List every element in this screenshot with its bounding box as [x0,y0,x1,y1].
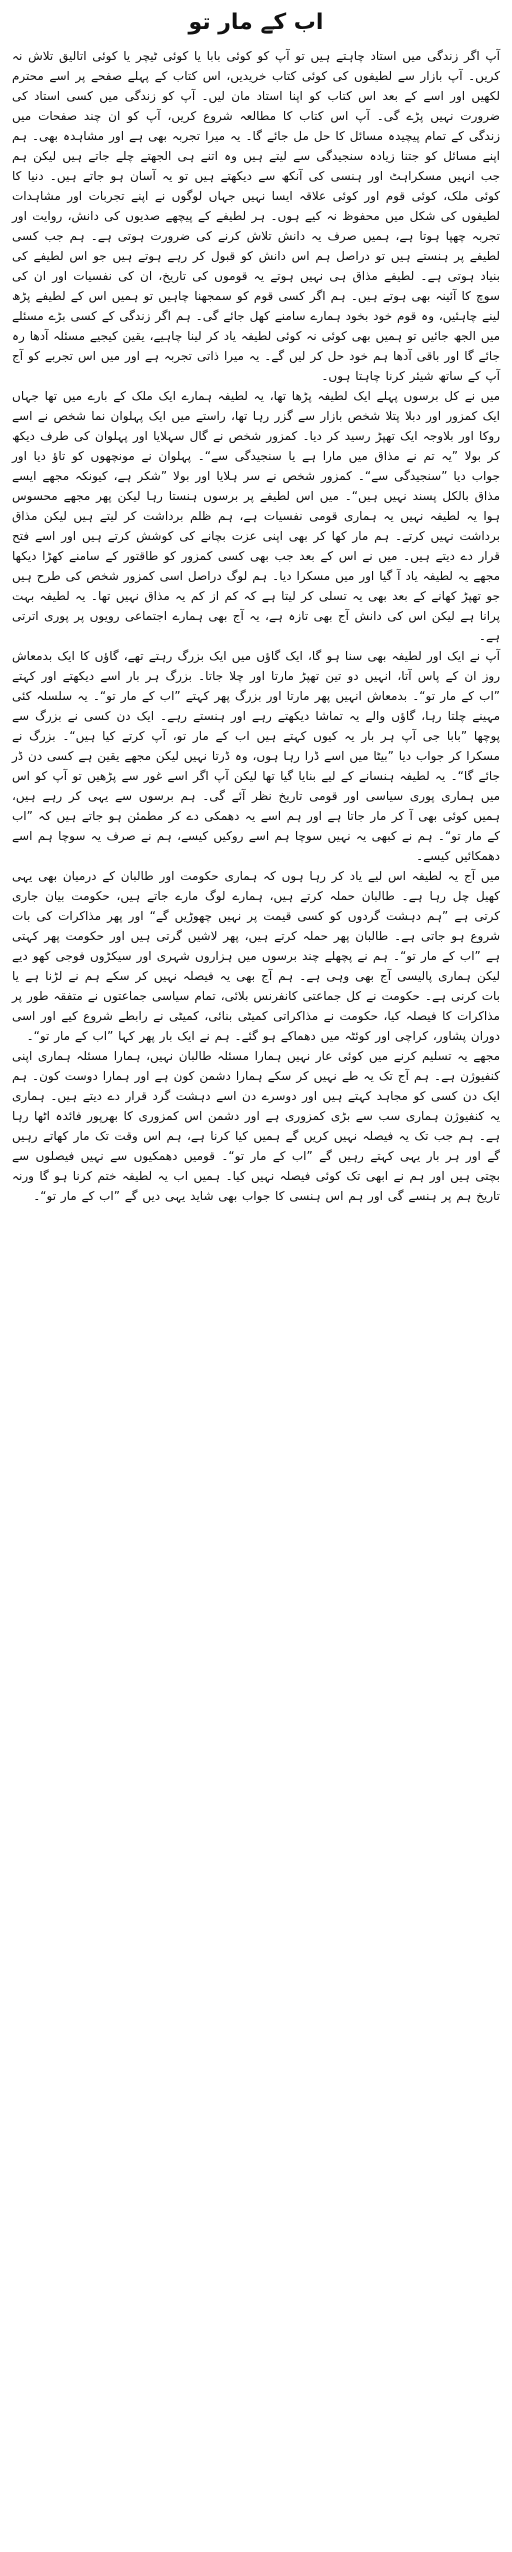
article-paragraph: میں نے کل برسوں پہلے ایک لطیفہ پڑھا تھا، یہ لطیفہ ہمارے ایک ملک کے بارے میں تھا جہاں ایک کمزور اور دبلا پتلا شخص بازار سے گزر رہا تھا، راستے میں ایک پہلوان نما شخص نے اسے روکا اور بلاوجہ ایک تھپڑ رسید کر دیا۔ کمزور شخص نے گال سہلایا اور پہلوان کی طرف دیکھ کر بولا ”یہ تم نے مذاق میں مارا ہے یا سنجیدگی سے“۔ پہلوان نے مونچھوں کو تاؤ دیا اور جواب دیا ”سنجیدگی سے“۔ کمزور شخص نے سر ہلایا اور بولا ”شکر ہے، کیونکہ مجھے ایسے مذاق بالکل پسند نہیں ہیں“۔ میں اس لطیفے پر برسوں ہنستا رہا لیکن پھر مجھے محسوس ہوا یہ لطیفہ نہیں یہ ہماری قومی نفسیات ہے، ہم ظلم برداشت کر لیتے ہیں لیکن مذاق برداشت نہیں کرتے۔ ہم مار کھا کر بھی اپنی عزت بچانے کی کوشش کرتے ہیں اور اسے فتح قرار دے دیتے ہیں۔ میں نے اس کے بعد جب بھی کسی کمزور کو طاقتور کے سامنے کھڑا دیکھا مجھے یہ لطیفہ یاد آ گیا اور میں مسکرا دیا۔ ہم لوگ دراصل اسی کمزور شخص کی طرح ہیں جو تھپڑ کھانے کے بعد بھی یہ تسلی کر لیتا ہے کہ کم از کم یہ مذاق نہیں تھا۔ یہ لطیفہ بہت پرانا ہے لیکن اس کی دانش آج بھی تازہ ہے، یہ آج بھی ہمارے اجتماعی رویوں پر پوری اترتی ہے۔ [12,389,500,643]
article-headline: اب کے مار تو [188,10,324,35]
article-paragraph: آپ نے ایک اور لطیفہ بھی سنا ہو گا، ایک گاؤں میں ایک بزرگ رہتے تھے، گاؤں کا ایک بدمعاش روز ان کے پاس آتا، انہیں دو تین تھپڑ مارتا اور چلا جاتا۔ بزرگ ہر بار اسے دیکھتے اور کہتے ”اب کے مار تو“۔ بدمعاش انہیں پھر مارتا اور بزرگ پھر کہتے ”اب کے مار تو“۔ یہ سلسلہ کئی مہینے چلتا رہا، گاؤں والے یہ تماشا دیکھتے رہے اور ہنستے رہے۔ ایک دن کسی نے بزرگ سے پوچھا ”بابا جی آپ ہر بار یہ کیوں کہتے ہیں اب کے مار تو، آپ کرتے کیا ہیں“۔ بزرگ نے مسکرا کر جواب دیا ”بیٹا میں اسے ڈرا رہا ہوں، وہ ڈرتا نہیں لیکن مجھے یقین ہے کسی دن ڈر جائے گا“۔ یہ لطیفہ ہنسانے کے لیے بنایا گیا تھا لیکن آپ اگر اسے غور سے پڑھیں تو آپ کو اس میں ہماری پوری سیاسی اور قومی تاریخ نظر آئے گی۔ ہم برسوں سے یہی کر رہے ہیں، ہمیں کوئی بھی آ کر مار جاتا ہے اور ہم اسے یہ دھمکی دے کر مطمئن ہو جاتے ہیں کہ ”اب کے مار تو“۔ ہم نے کبھی یہ نہیں سوچا ہم اسے روکیں کیسے، ہم نے صرف یہ سوچا ہم اسے دھمکائیں کیسے۔ [12,649,500,863]
article-paragraph: آپ اگر زندگی میں استاد چاہتے ہیں تو آپ کو کوئی بابا یا کوئی ٹیچر یا کوئی اتالیق تلاش نہ کریں۔ آپ بازار سے لطیفوں کی کوئی کتاب خریدیں، اس کتاب کے پہلے صفحے پر اسے محترم لکھیں اور اسے کے بعد اس کتاب کو اپنا استاد مان لیں۔ آپ کو زندگی میں کسی استاد کی ضرورت نہیں پڑے گی۔ آپ اس کتاب کا مطالعہ شروع کریں، آپ کو ان چند صفحات میں زندگی کے تمام پیچیدہ مسائل کا حل مل جائے گا۔ یہ میرا تجربہ بھی ہے اور مشاہدہ بھی۔ ہم اپنے مسائل کو جتنا زیادہ سنجیدگی سے لیتے ہیں وہ اتنے ہی الجھتے چلے جاتے ہیں لیکن ہم جب انہیں مسکراہٹ اور ہنسی کی آنکھ سے دیکھتے ہیں تو یہ آسان ہو جاتے ہیں۔ دنیا کا کوئی ملک، کوئی قوم اور کوئی علاقہ ایسا نہیں جہاں لوگوں نے اپنے تجربات اور مشاہدات لطیفوں کی شکل میں محفوظ نہ کیے ہوں۔ ہر لطیفے کے پیچھے صدیوں کی دانش، روایت اور تجربہ چھپا ہوتا ہے، ہمیں صرف یہ دانش تلاش کرنے کی ضرورت ہوتی ہے۔ ہم جب کسی لطیفے پر ہنستے ہیں تو دراصل ہم اس دانش کو قبول کر رہے ہوتے ہیں جو اس لطیفے کی بنیاد ہوتی ہے۔ لطیفے مذاق ہی نہیں ہوتے یہ قوموں کی تاریخ، ان کی نفسیات اور ان کی سوچ کا آئینہ بھی ہوتے ہیں۔ ہم اگر کسی قوم کو سمجھنا چاہیں تو ہمیں اس کے لطیفے پڑھ لینے چاہئیں، وہ قوم خود بخود ہمارے سامنے کھل جائے گی۔ ہم اگر زندگی کے کسی بڑے مسئلے میں الجھ جائیں تو ہمیں بھی کوئی نہ کوئی لطیفہ یاد کر لینا چاہیے، یقین کیجیے مسئلہ آدھا رہ جائے گا اور باقی آدھا ہم خود حل کر لیں گے۔ یہ میرا ذاتی تجربہ ہے اور میں اس تجربے کو آج آپ کے ساتھ شیئر کرنا چاہتا ہوں۔ [12,49,500,383]
article-paragraph: میں آج یہ لطیفہ اس لیے یاد کر رہا ہوں کہ ہماری حکومت اور طالبان کے درمیان بھی یہی کھیل چل رہا ہے۔ طالبان حملہ کرتے ہیں، ہمارے لوگ مارے جاتے ہیں، حکومت بیان جاری کرتی ہے ”ہم دہشت گردوں کو کسی قیمت پر نہیں چھوڑیں گے“ اور پھر مذاکرات کی بات شروع ہو جاتی ہے۔ طالبان پھر حملہ کرتے ہیں، پھر لاشیں گرتی ہیں اور حکومت پھر کہتی ہے ”اب کے مار تو“۔ ہم نے پچھلے چند برسوں میں ہزاروں شہری اور سیکڑوں فوجی کھو دیے لیکن ہماری پالیسی آج بھی وہی ہے۔ ہم آج بھی یہ فیصلہ نہیں کر سکے ہم نے لڑنا ہے یا بات کرنی ہے۔ حکومت نے کل جماعتی کانفرنس بلائی، تمام سیاسی جماعتوں نے متفقہ طور پر مذاکرات کا فیصلہ کیا، حکومت نے مذاکراتی کمیٹی بنائی، کمیٹی نے رابطے شروع کیے اور اسی دوران پشاور، کراچی اور کوئٹہ میں دھماکے ہو گئے۔ ہم نے ایک بار پھر کہا ”اب کے مار تو“۔ [12,869,500,1043]
article-paragraph: مجھے یہ تسلیم کرنے میں کوئی عار نہیں ہمارا مسئلہ طالبان نہیں، ہمارا مسئلہ ہماری اپنی کنفیوژن ہے۔ ہم آج تک یہ طے نہیں کر سکے ہمارا دشمن کون ہے اور ہمارا دوست کون۔ ہم ایک دن کسی کو مجاہد کہتے ہیں اور دوسرے دن اسے دہشت گرد قرار دے دیتے ہیں۔ ہماری یہ کنفیوژن ہماری سب سے بڑی کمزوری ہے اور دشمن اس کمزوری کا بھرپور فائدہ اٹھا رہا ہے۔ ہم جب تک یہ فیصلہ نہیں کریں گے ہمیں کیا کرنا ہے، ہم اس وقت تک مار کھاتے رہیں گے اور ہر بار یہی کہتے رہیں گے ”اب کے مار تو“۔ قومیں دھمکیوں سے نہیں فیصلوں سے بچتی ہیں اور ہم نے ابھی تک کوئی فیصلہ نہیں کیا۔ ہمیں اب یہ لطیفہ ختم کرنا ہو گا ورنہ تاریخ ہم پر ہنسے گی اور ہم اس ہنسی کا جواب بھی شاید یہی دیں گے ”اب کے مار تو“۔ [12,1049,500,1203]
article-body [12,46,500,1206]
